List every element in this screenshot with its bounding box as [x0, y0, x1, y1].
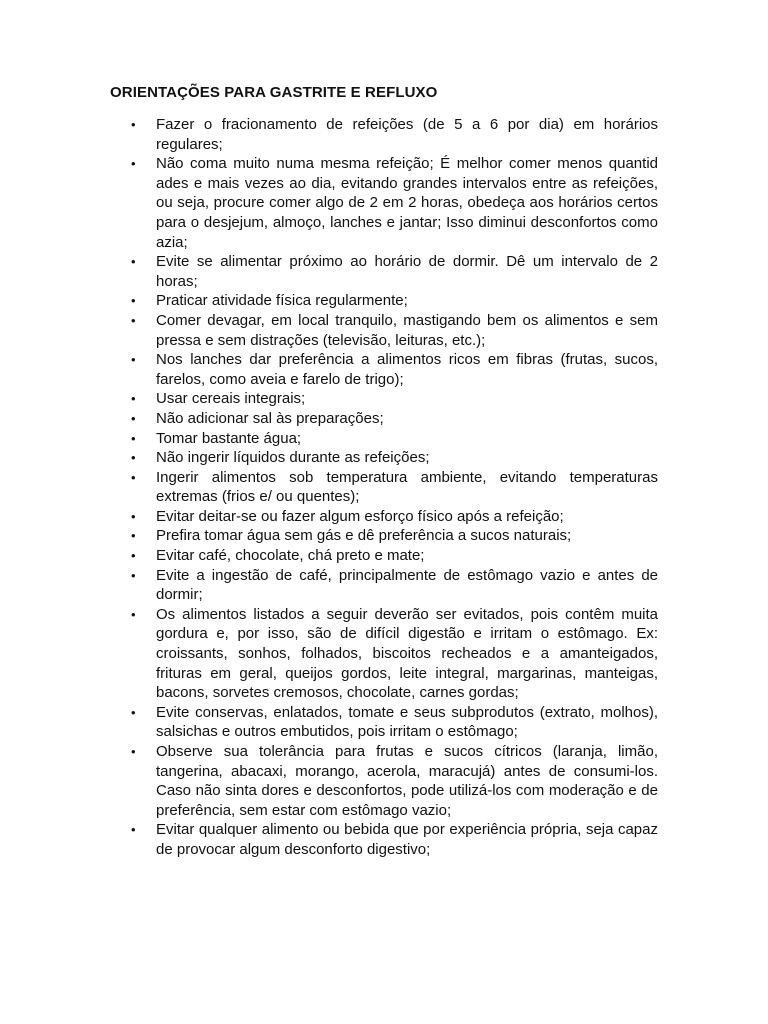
- list-item-text: Comer devagar, em local tranquilo, mastigando bem os alimentos e sem pressa e sem distrações (televisão, leituras, etc.);: [156, 311, 658, 349]
- list-item-text: Tomar bastante água;: [156, 429, 302, 447]
- list-item-text: Não adicionar sal às preparações;: [156, 409, 384, 427]
- list-item: [0, 468, 658, 507]
- list-item-text: Evite se alimentar próximo ao horário de dormir. Dê um intervalo de 2 horas;: [156, 253, 658, 290]
- bullet-icon: •: [131, 312, 136, 328]
- list-item: [0, 291, 658, 311]
- list-item-text: Praticar atividade física regularmente;: [156, 292, 408, 310]
- list-item-text: Observe sua tolerância para frutas e sucos cítricos (laranja, limão, tangerina, abacaxi, morango, acerola, maracujá) antes de consumi-los. Caso não sinta dores e desconfortos, pode utilizá-los com moderação e de preferência, sem estar com estômago vazio;: [156, 743, 658, 819]
- list-item: [0, 154, 658, 252]
- bullet-icon: •: [131, 293, 136, 309]
- bullet-icon: •: [131, 450, 136, 466]
- list-item: [0, 546, 658, 566]
- list-item-text: Fazer o fracionamento de refeições (de 5 a 6 por dia) em horários regulares;: [156, 116, 658, 153]
- bullet-icon: •: [131, 528, 136, 544]
- list-item: [0, 605, 658, 703]
- bullet-icon: •: [131, 156, 136, 172]
- list-item: [0, 507, 658, 527]
- list-item: [0, 526, 658, 546]
- bullet-icon: •: [131, 117, 136, 132]
- list-item-text: Não ingerir líquidos durante as refeições;: [156, 449, 430, 467]
- bullet-icon: •: [131, 567, 136, 583]
- list-item: [0, 429, 658, 449]
- list-item: [0, 742, 658, 820]
- list-item: [0, 389, 658, 409]
- list-item-text: Não coma muito numa mesma refeição; É melhor comer menos quantid ades e mais vezes ao dia, evitando grandes intervalos entre as refeições, ou seja, procure comer algo de 2 em 2 horas, obedeça aos horários certos para o desjejum, almoço, lanches e jantar; Isso diminui desconfortos como azia;: [156, 155, 658, 251]
- list-item: [0, 252, 658, 291]
- list-item: [0, 115, 658, 154]
- list-item-text: Ingerir alimentos sob temperatura ambiente, evitando temperaturas extremas (frios e/ ou quentes);: [156, 468, 658, 506]
- bullet-icon: •: [131, 410, 136, 426]
- list-item: [0, 820, 658, 859]
- list-item-text: Usar cereais integrais;: [156, 390, 306, 408]
- list-item-text: Os alimentos listados a seguir deverão ser evitados, pois contêm muita gordura e, por isso, são de difícil digestão e irritam o estômago. Ex: croissants, sonhos, folhados, biscoitos recheados e a amanteigados, frituras em geral, queijos gordos, leite integral, margarinas, manteigas, bacons, sorvetes cremosos, chocolate, carnes gordas;: [156, 605, 658, 702]
- list-item: [0, 703, 658, 742]
- list-item-text: Evitar qualquer alimento ou bebida que por experiência própria, seja capaz de provocar algum desconforto digestivo;: [156, 821, 658, 858]
- list-item: [0, 409, 658, 429]
- bullet-icon: •: [131, 352, 136, 368]
- bullet-icon: •: [131, 704, 136, 720]
- list-item-text: Evite conservas, enlatados, tomate e seus subprodutos (extrato, molhos), salsichas e outros embutidos, pois irritam o estômago;: [156, 703, 658, 741]
- list-item-text: Evitar café, chocolate, chá preto e mate;: [156, 547, 425, 565]
- bullet-icon: •: [131, 469, 136, 485]
- list-item: [0, 566, 658, 605]
- list-item: [0, 311, 658, 350]
- list-item-text: Evite a ingestão de café, principalmente de estômago vazio e antes de dormir;: [156, 566, 658, 604]
- list-item: [0, 448, 658, 468]
- bullet-icon: •: [131, 744, 136, 759]
- document-title: ORIENTAÇÕES PARA GASTRITE E REFLUXO: [110, 84, 438, 101]
- bullet-icon: •: [131, 822, 136, 838]
- bullet-icon: •: [131, 508, 136, 524]
- bullet-icon: •: [131, 254, 136, 270]
- list-item-text: Nos lanches dar preferência a alimentos ricos em fibras (frutas, sucos, farelos, como aveia e farelo de trigo);: [156, 351, 658, 388]
- guidelines-list: [0, 115, 658, 860]
- bullet-icon: •: [131, 391, 136, 407]
- list-item-text: Evitar deitar-se ou fazer algum esforço físico após a refeição;: [156, 507, 564, 525]
- bullet-icon: •: [131, 548, 136, 564]
- bullet-icon: •: [131, 430, 136, 446]
- bullet-icon: •: [131, 606, 136, 622]
- list-item: [0, 350, 658, 389]
- list-item-text: Prefira tomar água sem gás e dê preferência a sucos naturais;: [156, 527, 572, 545]
